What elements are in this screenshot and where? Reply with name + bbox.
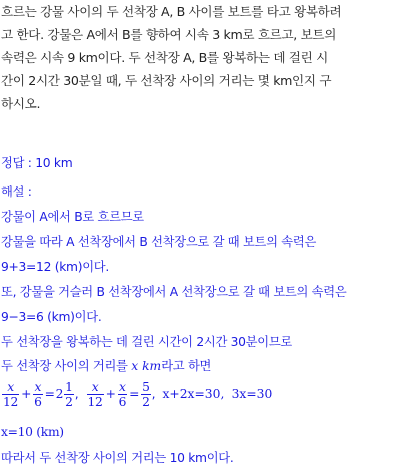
- solution-line: [1, 356, 399, 374]
- fraction-one-half: $\frac{1}{2}$: [65, 380, 73, 409]
- problem-line: 흐르는 강물 사이의 두 선착장 A, B 사이를 보트를 타고 왕복하려: [1, 4, 342, 19]
- problem-line: 하시오.: [1, 96, 41, 111]
- solution-line: 두 선착장을 왕복하는 데 걸린 시간이 2시간 30분이므로: [1, 335, 292, 349]
- problem-line: 간이 2시간 30분일 때, 두 선착장 사이의 거리는 몇 km인지 구: [1, 73, 332, 88]
- fraction-x-over-12: $\frac{x}{12}$: [87, 380, 103, 409]
- solution-line: 9−3=6 (km)이다.: [1, 310, 102, 324]
- explanation-label: 해설 :: [1, 185, 32, 199]
- fraction-x-over-12: $\frac{x}{12}$: [3, 380, 19, 409]
- line7-prefix: 두 선착장 사이의 거리를: [1, 359, 132, 373]
- equation-line: $\frac{x}{12}$ + $\frac{x}{6}$ =2 $\frac{1}{2}$ , $\frac{x}{12}$ + $\frac{x}{6}$ = $\frac{5}{2}$ , x+2x=30, 3x=30: [3, 380, 273, 409]
- problem-line: 속력은 시속 9 km이다. 두 선착장 A, B를 왕복하는 데 걸린 시: [1, 50, 328, 65]
- solution-line: 강물이 A에서 B로 흐르므로: [1, 210, 144, 224]
- equation-rhs-a: x+2x=30,: [162, 387, 225, 401]
- fraction-five-halves: $\frac{5}{2}$: [142, 380, 150, 409]
- solution-line: 또, 강물을 거슬러 B 선착장에서 A 선착장으로 갈 때 보트의 속력은: [1, 285, 347, 299]
- solution-line: x=10 (km): [1, 425, 64, 439]
- solution-line: 9+3=12 (km)이다.: [1, 260, 109, 274]
- line7-suffix: 라고 하면: [161, 359, 212, 373]
- solution-conclusion: 따라서 두 선착장 사이의 거리는 10 km이다.: [1, 451, 234, 465]
- answer: 정답 : 10 km: [1, 156, 73, 170]
- solution-line: 강물을 따라 A 선착장에서 B 선착장으로 갈 때 보트의 속력은: [1, 235, 317, 249]
- line7-variable: x km: [131, 359, 162, 373]
- fraction-x-over-6: $\frac{x}{6}$: [34, 380, 42, 409]
- problem-statement: [1, 0, 399, 115]
- fraction-x-over-6: $\frac{x}{6}$: [118, 380, 127, 409]
- problem-line: 고 한다. 강물은 A에서 B를 향하여 시속 3 km로 흐르고, 보트의: [1, 27, 337, 42]
- equation-rhs-b: 3x=30: [231, 387, 273, 401]
